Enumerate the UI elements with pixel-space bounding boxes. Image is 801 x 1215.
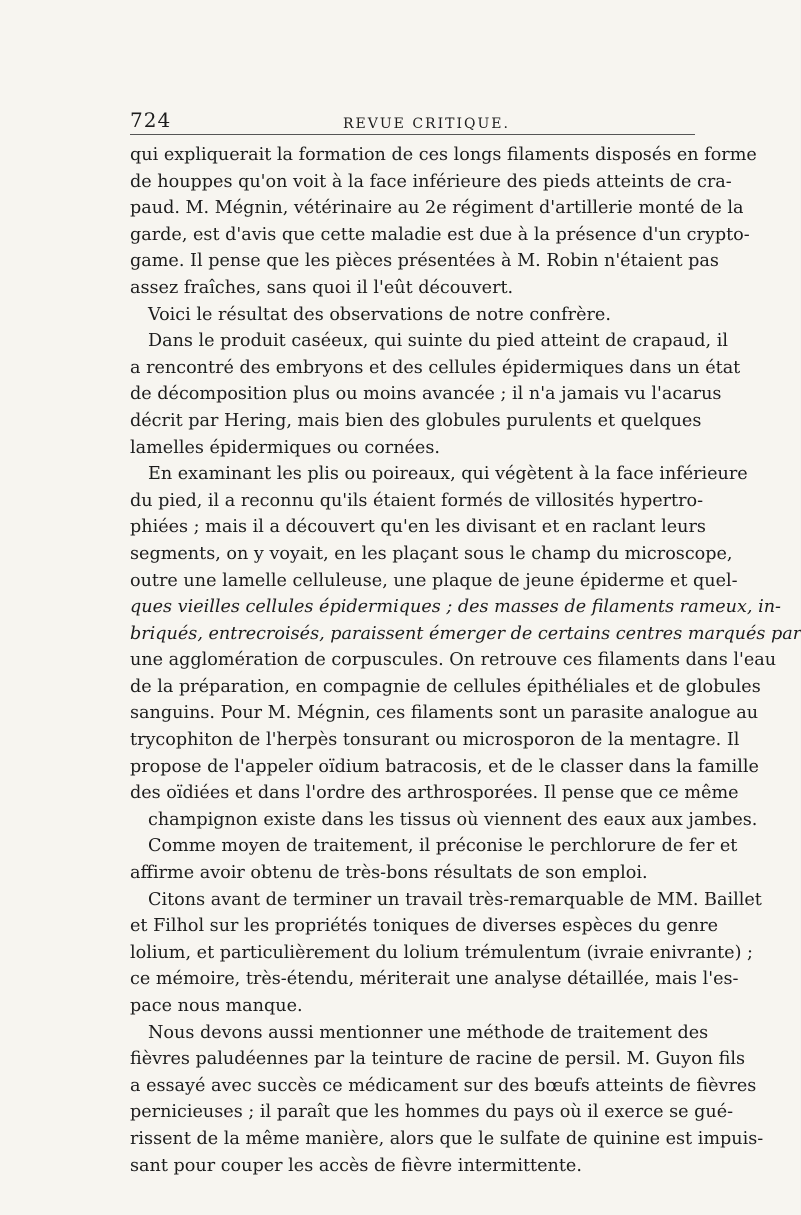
text-line: Nous devons aussi mentionner une méthode de traitement des	[148, 1022, 709, 1043]
page-header	[130, 104, 695, 135]
text-line: outre une lamelle celluleuse, une plaque de jeune épiderme et quel-	[130, 570, 738, 591]
text-line: pernicieuses ; il paraît que les hommes du pays où il exerce se gué-	[130, 1102, 734, 1123]
text-line: affirme avoir obtenu de très-bons résultats de son emploi.	[130, 863, 648, 884]
text-line: et Filhol sur les propriétés toniques de diverses espèces du genre	[130, 916, 719, 937]
text-line: paud. M. Mégnin, vétérinaire au 2e régiment d'artillerie monté de la	[130, 198, 744, 219]
body-text	[130, 142, 801, 1179]
text-line: Citons avant de terminer un travail très-remarquable de MM. Baillet	[148, 889, 762, 910]
text-line: briqués, entrecroisés, paraissent émerger de certains centres marqués par	[130, 623, 801, 644]
running-title: REVUE CRITIQUE.	[343, 116, 510, 132]
text-line: Voici le résultat des observations de notre confrère.	[148, 304, 611, 325]
text-line: champignon existe dans les tissus où viennent des eaux aux jambes.	[148, 809, 758, 830]
text-line: En examinant les plis ou poireaux, qui végètent à la face inférieure	[148, 464, 748, 485]
text-line: segments, on y voyait, en les plaçant sous le champ du microscope,	[130, 543, 733, 564]
text-line: ques vieilles cellules épidermiques ; des masses de filaments rameux, in-	[130, 597, 782, 618]
text-line: Dans le produit caséeux, qui suinte du pied atteint de crapaud, il	[148, 331, 728, 352]
text-line: pace nous manque.	[130, 996, 303, 1016]
text-line: du pied, il a reconnu qu'ils étaient formés de villosités hypertro-	[130, 490, 704, 511]
text-line: a essayé avec succès ce médicament sur des bœufs atteints de fièvres	[130, 1075, 757, 1096]
text-line: fièvres paludéennes par la teinture de racine de persil. M. Guyon fils	[130, 1049, 745, 1070]
text-line: qui expliquerait la formation de ces longs filaments disposés en forme	[130, 145, 757, 165]
text-line: phiées ; mais il a découvert qu'en les divisant et en raclant leurs	[130, 517, 706, 538]
text-line: ce mémoire, très-étendu, mériterait une analyse détaillée, mais l'es-	[130, 969, 739, 990]
text-line: une agglomération de corpuscules. On retrouve ces filaments dans l'eau	[130, 650, 777, 671]
text-line: décrit par Hering, mais bien des globules purulents et quelques	[130, 410, 702, 431]
text-line: sanguins. Pour M. Mégnin, ces filaments sont un parasite analogue au	[130, 703, 759, 724]
text-line: sant pour couper les accès de fièvre intermittente.	[130, 1155, 582, 1176]
text-line: propose de l'appeler oïdium batracosis, et de le classer dans la famille	[130, 756, 759, 777]
text-line: de houppes qu'on voit à la face inférieure des pieds atteints de cra-	[130, 171, 732, 192]
text-line: rissent de la même manière, alors que le sulfate de quinine est impuis-	[130, 1128, 764, 1149]
text-line: game. Il pense que les pièces présentées à M. Robin n'étaient pas	[130, 251, 719, 272]
text-line: Comme moyen de traitement, il préconise le perchlorure de fer et	[148, 836, 738, 857]
text-line: trycophiton de l'herpès tonsurant ou microsporon de la mentagre. Il	[130, 730, 740, 751]
text-line: des oïdiées et dans l'ordre des arthrosporées. Il pense que ce même	[130, 783, 739, 804]
text-line: de la préparation, en compagnie de cellules épithéliales et de globules	[130, 676, 761, 697]
text-line: assez fraîches, sans quoi il l'eût découvert.	[130, 277, 514, 298]
text-line: garde, est d'avis que cette maladie est due à la présence d'un crypto-	[130, 224, 750, 245]
page-number: 724	[130, 108, 172, 132]
text-line: lolium, et particulièrement du lolium trémulentum (ivraie enivrante) ;	[130, 942, 753, 963]
text-line: lamelles épidermiques ou cornées.	[130, 437, 440, 458]
text-line: de décomposition plus ou moins avancée ; il n'a jamais vu l'acarus	[130, 384, 722, 405]
text-line: a rencontré des embryons et des cellules épidermiques dans un état	[130, 357, 741, 378]
